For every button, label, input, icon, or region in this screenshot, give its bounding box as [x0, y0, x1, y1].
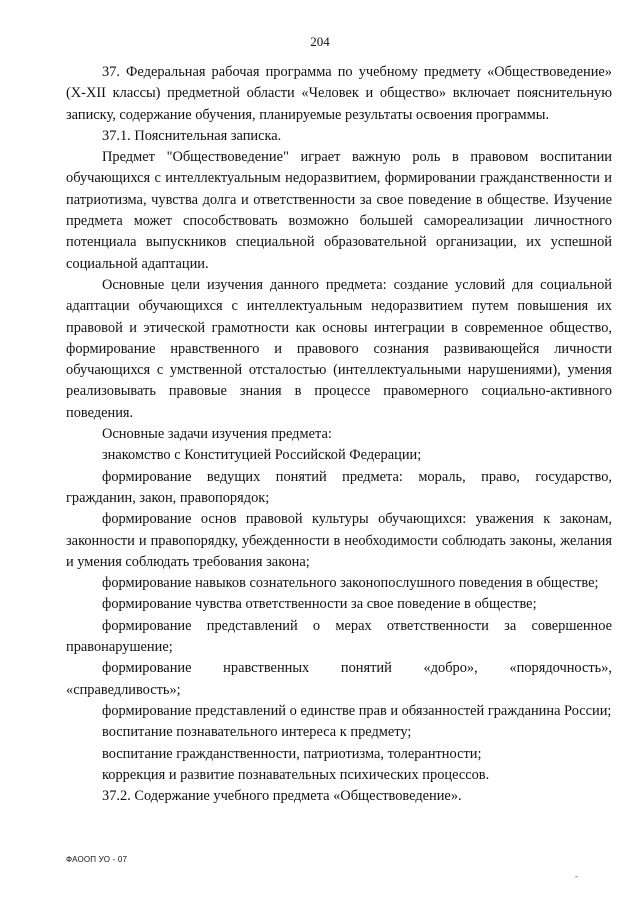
task-item: коррекция и развитие познавательных психических процессов.: [102, 766, 490, 783]
document-footer-code: ФАООП УО - 07: [66, 855, 128, 864]
task-item: воспитание познавательного интереса к предмету;: [102, 724, 412, 741]
paragraph-main-goals: Основные цели изучения данного предмета: создание условий для социальной адаптации обучающихся с интеллектуальным недоразвитием путем повышения их правовой и этической грамотности как основы интеграции в современное общество, формирование нравственного и правового сознания развивающейся личности обучающихся с умственной отсталостью (интеллектуальными нарушениями), умения реализовывать правовые знания в процессе правомерного социально-активного поведения.: [66, 276, 612, 421]
task-item: формирование основ правовой культуры обучающихся: уважения к законам, законности и правопорядку, убежденности в необходимости соблюдать законы, желания и умения соблюдать требования закона;: [66, 511, 612, 570]
task-item: воспитание гражданственности, патриотизма, толерантности;: [102, 745, 482, 762]
task-item: формирование чувства ответственности за свое поведение в обществе;: [102, 596, 537, 613]
document-body: [66, 62, 612, 807]
task-item: формирование навыков сознательного законопослушного поведения в обществе;: [102, 575, 599, 592]
task-item: знакомство с Конституцией Российской Федерации;: [102, 447, 422, 464]
paragraph-subsection-37-2-heading: 37.2. Содержание учебного предмета «Обществоведение».: [102, 788, 462, 805]
paragraph-tasks-heading: Основные задачи изучения предмета:: [102, 426, 332, 443]
task-item: формирование нравственных понятий «добро», «порядочность», «справедливость»;: [66, 660, 612, 698]
paragraph-subject-role: Предмет "Обществоведение" играет важную роль в правовом воспитании обучающихся с интеллектуальным недоразвитием, формировании гражданственности и патриотизма, чувства долга и ответственности за свое поведение в обществе. Изучение предмета может способствовать возможно большей самореализации личностного потенциала выпускников специальной образовательной организации, их успешной социальной адаптации.: [66, 149, 612, 272]
task-item: формирование ведущих понятий предмета: мораль, право, государство, гражданин, закон, правопорядок;: [66, 468, 612, 506]
paragraph-section-37: 37. Федеральная рабочая программа по учебному предмету «Обществоведение» (X-XII классы) предметной области «Человек и общество» включает пояснительную записку, содержание обучения, планируемые результаты освоения программы.: [66, 64, 612, 123]
corner-mark: -: [575, 871, 578, 881]
task-item: формирование представлений о мерах ответственности за совершенное правонарушение;: [66, 617, 612, 656]
paragraph-subsection-37-1-heading: 37.1. Пояснительная записка.: [102, 127, 282, 144]
page-number: 204: [310, 34, 330, 49]
task-item: формирование представлений о единстве прав и обязанностей гражданина России;: [102, 702, 612, 719]
